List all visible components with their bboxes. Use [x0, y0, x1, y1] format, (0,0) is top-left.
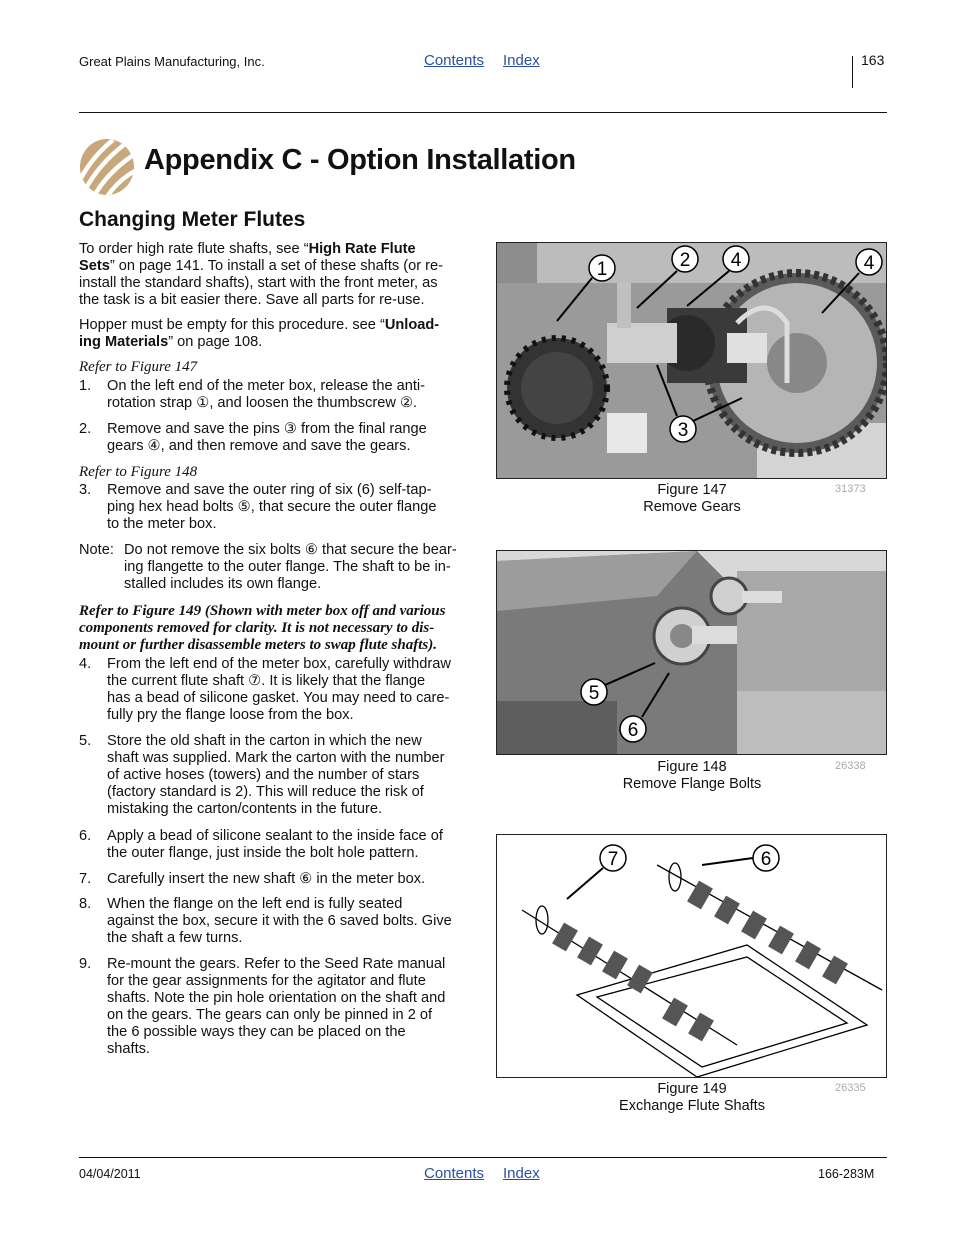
callout-3: 3	[677, 420, 689, 441]
wheat-logo-icon	[79, 138, 135, 196]
figure-147-caption: Figure 147 Remove Gears	[643, 482, 741, 515]
header-index-link[interactable]: Index	[503, 52, 540, 69]
header-company: Great Plains Manufacturing, Inc.	[79, 54, 265, 69]
ref-figure-147: Refer to Figure 147	[79, 359, 198, 375]
page-number: 163	[861, 52, 885, 68]
callout-4: 4	[730, 250, 742, 271]
callout-1: 1	[596, 259, 608, 280]
header-divider	[852, 56, 853, 88]
figure-147-image	[496, 242, 887, 479]
header-rule	[79, 112, 887, 113]
page-title: Appendix C - Option Installation	[144, 144, 576, 176]
ref-figure-149: Refer to Figure 149 (Shown with meter box off and various components removed for clarity. It is not necessary to dis- mount or further disassemble meters to swap flute shafts).	[79, 603, 446, 653]
figure-149-image	[496, 834, 887, 1078]
intro-paragraph-2: Hopper must be empty for this procedure. see “Unload- ing Materials” on page 108.	[79, 317, 440, 350]
figure-148-caption: Figure 148 Remove Flange Bolts	[622, 759, 762, 792]
footer-date: 04/04/2011	[79, 1167, 141, 1181]
callout-6: 6	[627, 720, 639, 741]
footer-doc-number: 166-283M	[818, 1167, 875, 1181]
section-title: Changing Meter Flutes	[79, 208, 306, 231]
ref-figure-148: Refer to Figure 148	[79, 464, 198, 480]
header-contents-link[interactable]: Contents	[424, 52, 485, 69]
callout-2: 2	[679, 250, 691, 271]
callout-7: 7	[607, 849, 619, 870]
callout-4b: 4	[863, 253, 875, 274]
footer-index-link[interactable]: Index	[503, 1165, 540, 1182]
figure-149-id: 26335	[835, 1082, 866, 1094]
figure-148-image	[496, 550, 887, 755]
callout-6b: 6	[760, 849, 772, 870]
figure-148-id: 26338	[835, 760, 866, 772]
intro-paragraph-1: To order high rate flute shafts, see “High Rate Flute Sets” on page 141. To install a set of these shafts (or re- install the standard shafts), start with the front meter, as the task is a bit easier there. Save all parts for re-use.	[79, 241, 443, 308]
footer-rule	[79, 1157, 887, 1158]
figure-147-id: 31373	[835, 483, 866, 495]
callout-5: 5	[588, 683, 600, 704]
figure-149-caption: Figure 149 Exchange Flute Shafts	[619, 1081, 765, 1114]
footer-contents-link[interactable]: Contents	[424, 1165, 485, 1182]
